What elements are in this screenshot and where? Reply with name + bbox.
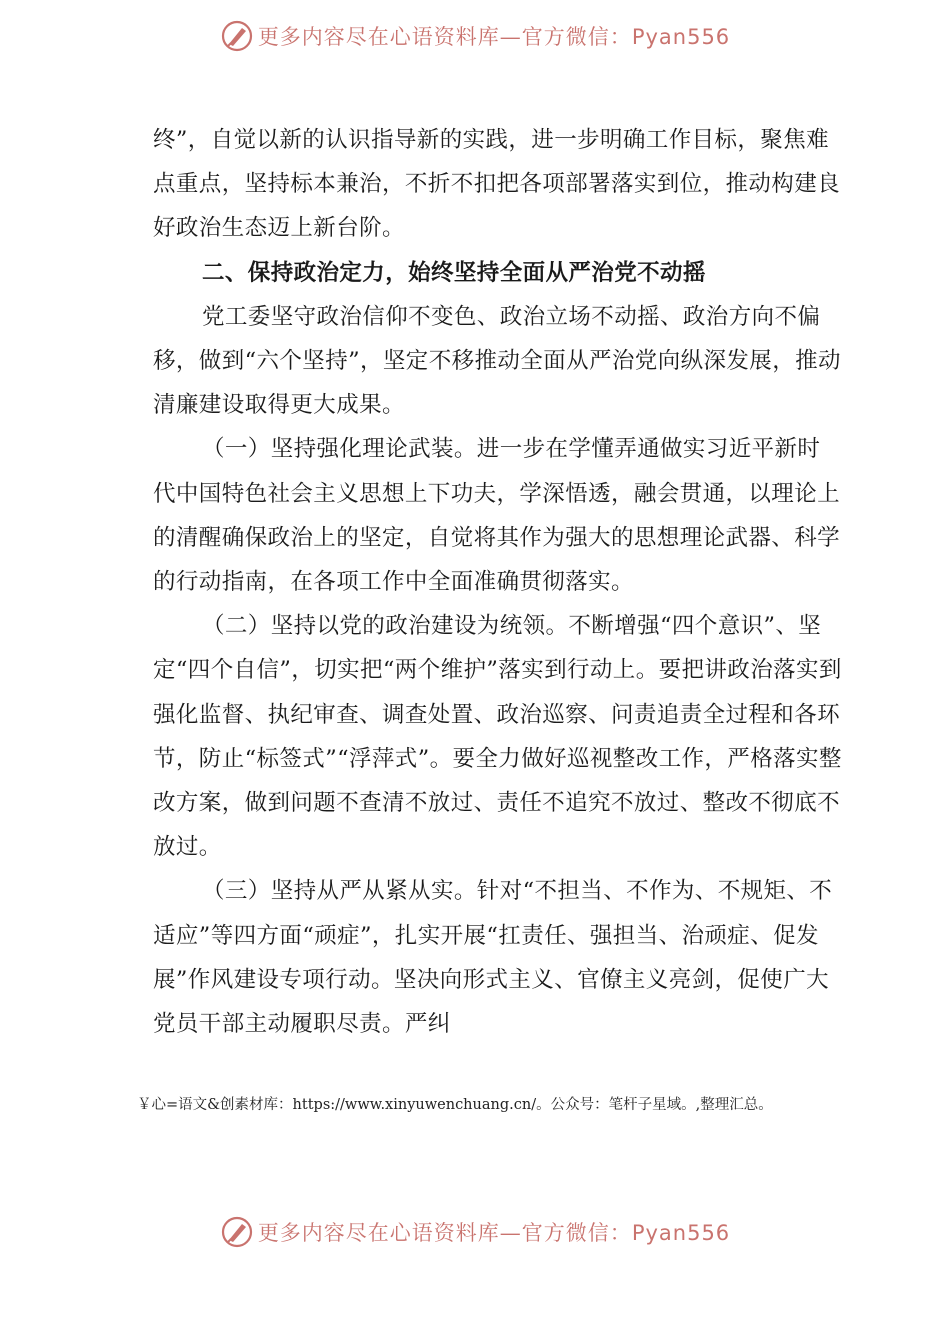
paragraph: （二）坚持以党的政治建设为统领。不断增强“四个意识”、坚定“四个自信”，切实把“两个维护”落实到行动上。要把讲政治落实到强化监督、执纪审查、调查处置、政治巡察、问责追责全过程和各环节，防止“标签式”“浮萍式”。要全力做好巡视整改工作，严格落实整改方案，做到问题不查清不放过、责任不追究不放过、整改不彻底不放过。 bbox=[153, 613, 842, 861]
quill-logo-icon bbox=[220, 19, 254, 53]
section-heading: 二、保持政治定力，始终坚持全面从严治党不动摇 bbox=[202, 259, 706, 286]
footer-banner-text: 更多内容尽在心语资料库—官方微信：Pyan556 bbox=[257, 1221, 731, 1245]
document-body bbox=[153, 118, 843, 1046]
paragraph: 党工委坚守政治信仰不变色、政治立场不动摇、政治方向不偏移，做到“六个坚持”，坚定不移推动全面从严治党向纵深发展，推动清廉建设取得更大成果。 bbox=[153, 303, 841, 419]
paragraph-continuation: 终”，自觉以新的认识指导新的实践，进一步明确工作目标，聚焦难点重点，坚持标本兼治，不折不扣把各项部署落实到位，推动构建良好政治生态迈上新台阶。 bbox=[153, 127, 841, 242]
paragraph: （一）坚持强化理论武装。进一步在学懂弄通做实习近平新时代中国特色社会主义思想上下功夫，学深悟透，融会贯通，以理论上的清醒确保政治上的坚定，自觉将其作为强大的思想理论武器、科学的行动指南，在各项工作中全面准确贯彻落实。 bbox=[153, 436, 841, 596]
footer-banner-handle: Pyan556 bbox=[631, 1221, 731, 1245]
quill-logo-icon bbox=[220, 1215, 254, 1249]
paragraph: （三）坚持从严从紧从实。针对“不担当、不作为、不规矩、不适应”等四方面“顽症”，扎实开展“扛责任、强担当、治顽症、促发展”作风建设专项行动。坚决向形式主义、官僚主义亮剑，促使广大党员干部主动履职尽责。严纠 bbox=[153, 878, 833, 1038]
footer-banner bbox=[0, 1212, 950, 1252]
header-banner-text: 更多内容尽在心语资料库—官方微信：Pyan556 bbox=[257, 25, 731, 49]
source-footnote: ￥心=语文&创素材库：https://www.xinyuwenchuang.cn/。公众号：笔杆子星域。,整理汇总。 bbox=[137, 1097, 773, 1113]
header-banner-handle: Pyan556 bbox=[631, 25, 731, 49]
header-banner bbox=[0, 16, 950, 56]
